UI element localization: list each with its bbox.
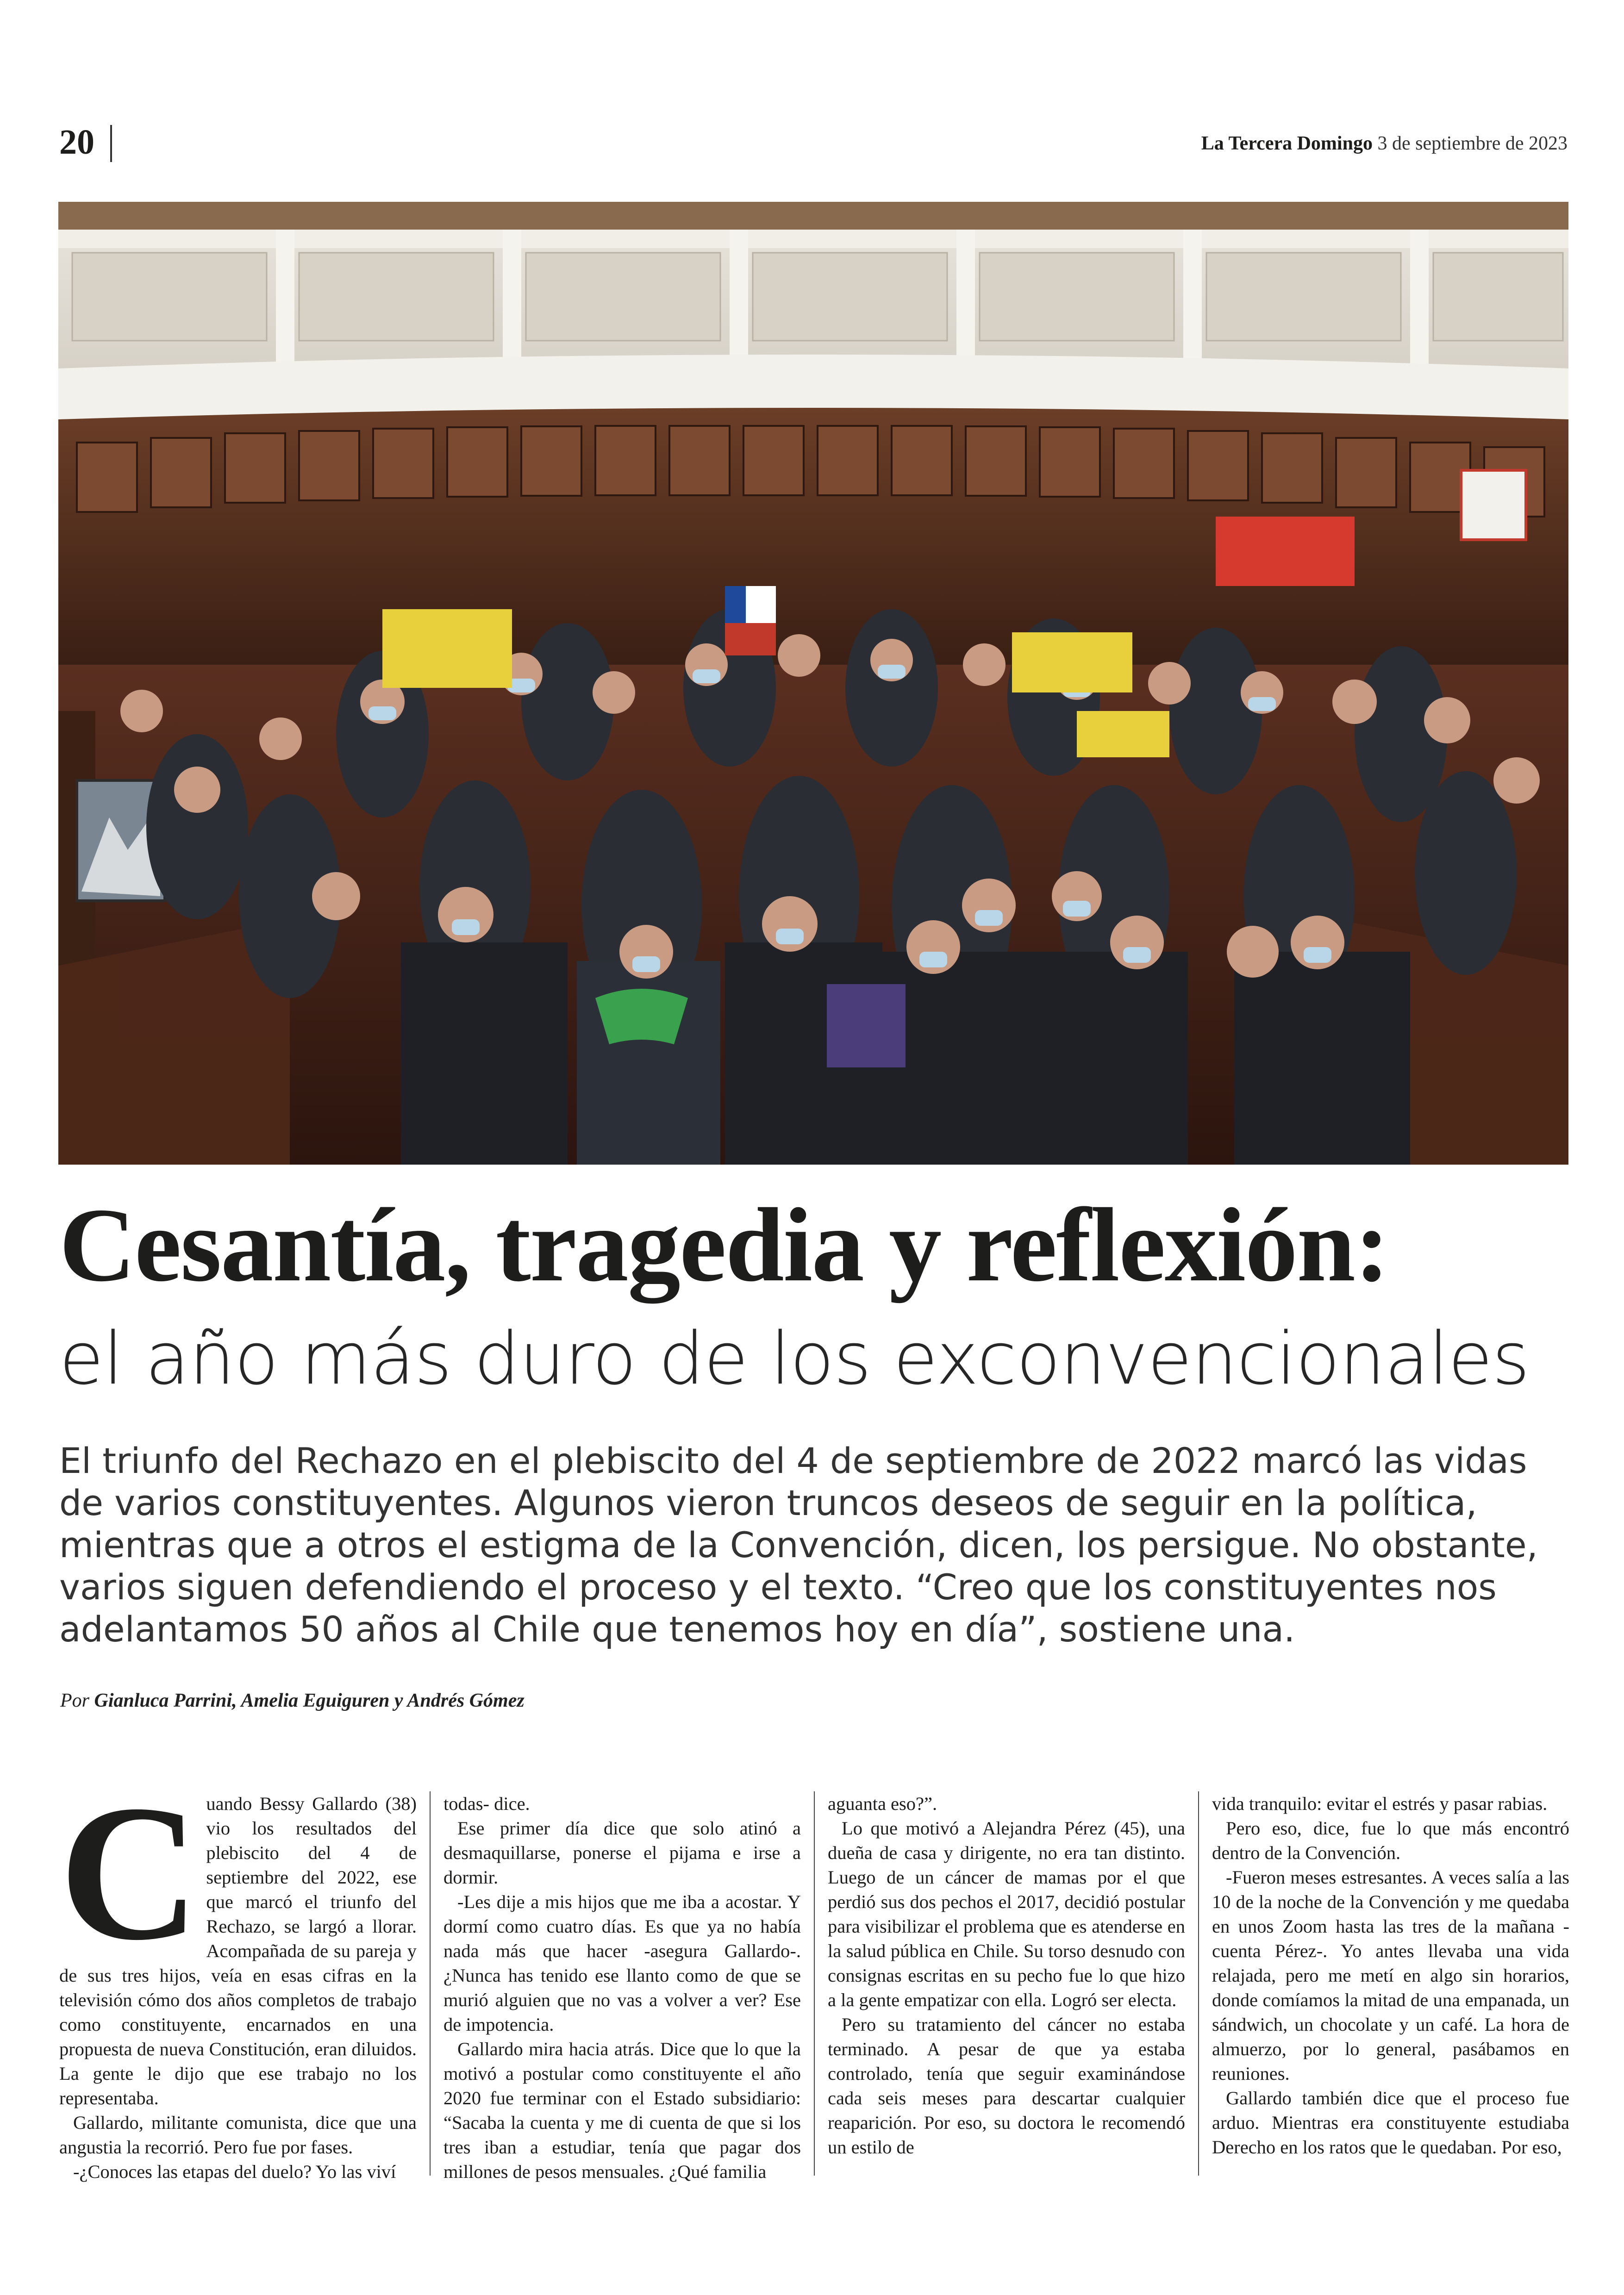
page-header <box>59 121 1568 163</box>
page-number-divider <box>110 125 112 162</box>
paragraph: Ese primer día dice que solo atinó a desmaquillarse, ponerse el pijama e irse a dormir. <box>443 1818 801 1888</box>
paragraph: Pero eso, dice, fue lo que más encontró dentro de la Convención. <box>1212 1818 1569 1863</box>
article-column-3 <box>828 1791 1185 2159</box>
paragraph: todas- dice. <box>443 1793 530 1814</box>
publication-date: 3 de septiembre de 2023 <box>1377 133 1568 154</box>
column-divider <box>1198 1791 1199 2176</box>
article-column-4 <box>1212 1791 1569 2159</box>
paragraph: -Fueron meses estresantes. A veces salía a las 10 de la noche de la Convención y me quedaba en unos Zoom hasta las tres de la mañana -cuenta Pérez-. Yo antes llevaba una vida relajada, pero me metí en algo sin horarios, donde comíamos la mitad de una empanada, un sándwich, un chocolate y un café. La hora de almuerzo, por lo general, pasábamos en reuniones. <box>1212 1867 1569 2084</box>
paragraph: Gallardo también dice que el proceso fue arduo. Mientras era constituyente estudiaba Derecho en los ratos que le quedaban. Por eso, <box>1212 2088 1569 2158</box>
byline-prefix: Por <box>60 1690 89 1711</box>
headline: Cesantía, tragedia y reflexión: <box>59 1187 1389 1303</box>
article-body <box>59 1765 1569 2254</box>
paragraph: Gallardo mira hacia atrás. Dice que lo que la motivó a postular como constituyente el año 2020 fue terminar con el Estado subsidiario: “Sacaba la cuenta y me di cuenta de que si los tres iban a estudiar, tenía que pagar dos millones de pesos mensuales. ¿Qué familia <box>443 2039 801 2182</box>
paragraph: Pero su tratamiento del cáncer no estaba terminado. A pesar de que ya estaba controlado, tenía que seguir examinándose cada seis meses para descartar cualquier reaparición. Por eso, su doctora le recomendó un estilo de <box>828 2014 1185 2158</box>
paragraph: Gallardo, militante comunista, dice que una angustia la recorrió. Pero fue por fases. <box>59 2112 417 2158</box>
dropcap: C <box>59 1765 200 1980</box>
byline-authors: Gianluca Parrini, Amelia Eguiguren y Andrés Gómez <box>94 1690 525 1711</box>
paragraph: -¿Conoces las etapas del duelo? Yo las viví <box>73 2161 396 2182</box>
column-divider <box>430 1791 431 2176</box>
subheadline: el año más duro de los exconvencionales <box>59 1316 1530 1401</box>
paragraph: -Les dije a mis hijos que me iba a acostar. Y dormí como cuatro días. Es que ya no había nada más que hacer -asegura Gallardo-. ¿Nunca has tenido ese llanto como de que se murió alguien que no vas a volver a ver? Ese de impotencia. <box>443 1891 801 2035</box>
group-photo-convention-hall-icon <box>58 202 1568 1165</box>
byline <box>60 1690 525 1712</box>
column-divider <box>814 1791 815 2176</box>
paragraph: aguanta eso?”. <box>828 1793 937 1814</box>
masthead <box>1201 130 1568 157</box>
paragraph: vida tranquilo: evitar el estrés y pasar rabias. <box>1212 1793 1548 1814</box>
article-column-2 <box>443 1791 801 2184</box>
lead-paragraph: El triunfo del Rechazo en el plebiscito del 4 de septiembre de 2022 marcó las vidas de varios constituyentes. Algunos vieron truncos deseos de seguir en la política, mientras que a otros el estigma de la Convención, dicen, los persigue. No obstante, varios siguen defendiendo el proceso y el texto. “Creo que los constituyentes nos adelantamos 50 años al Chile que tenemos hoy en día”, sostiene una. <box>59 1440 1538 1650</box>
publication-name: La Tercera Domingo <box>1201 133 1373 154</box>
paragraph: uando Bessy Gallardo (38) vio los resultados del plebiscito del 4 de septiembre del 2022, ese que marcó el triunfo del Rechazo, se largó a llorar. Acompañada de su pareja y de sus tres hijos, veía en esas cifras en la televisión cómo dos años completos de trabajo como constituyente, encarnados en una propuesta de nueva Constitución, eran diluidos. La gente le dijo que ese trabajo no los representaba. <box>59 1793 417 2108</box>
article-column-1 <box>59 1765 417 2184</box>
paragraph: Lo que motivó a Alejandra Pérez (45), una dueña de casa y dirigente, no era tan distinto. Luego de un cáncer de mamas por el que perdió sus dos pechos el 2017, decidió postular para visibilizar el problema que es atenderse en la salud pública en Chile. Su torso desnudo con consignas escritas en su pecho fue lo que hizo a la gente empatizar con ella. Logró ser electa. <box>828 1818 1185 2010</box>
page-number: 20 <box>59 123 94 162</box>
